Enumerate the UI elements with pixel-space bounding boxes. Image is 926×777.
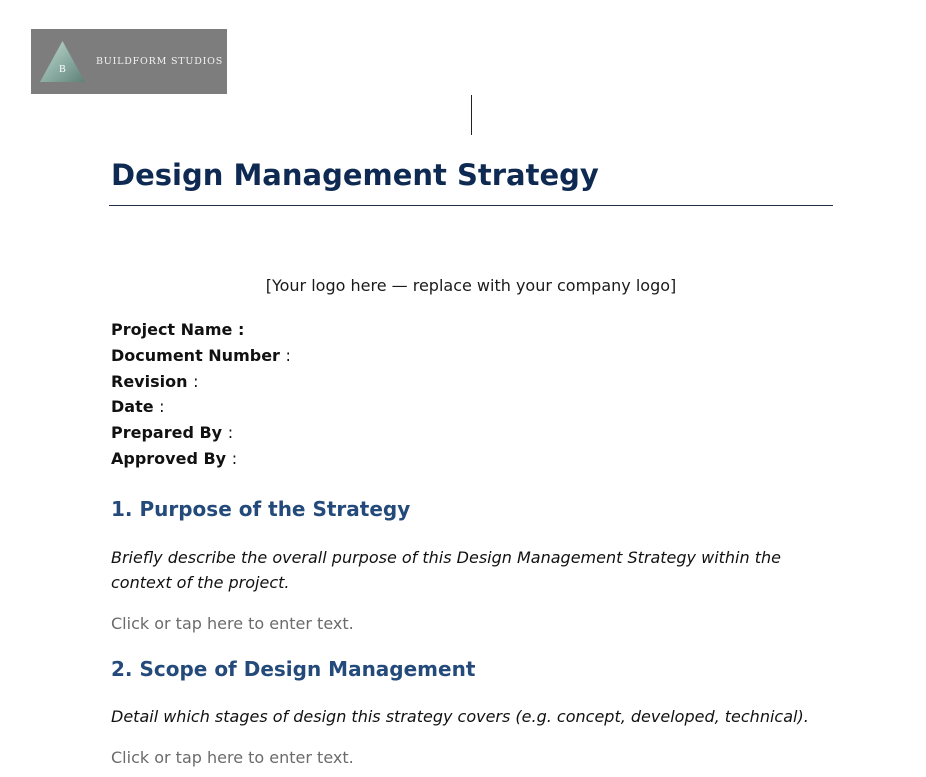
section-description-scope: Detail which stages of design this strategy covers (e.g. concept, developed, technical).: [111, 707, 809, 726]
meta-colon: :: [285, 345, 291, 365]
document-title: Design Management Strategy: [111, 158, 599, 192]
section-description-purpose: Briefly describe the overall purpose of this Design Management Strategy within the context of the project.: [111, 548, 781, 592]
meta-colon: :: [159, 397, 165, 417]
meta-label: Project Name: [111, 320, 233, 339]
section-heading-scope: 2. Scope of Design Management: [111, 657, 476, 681]
content-control-scope[interactable]: Click or tap here to enter text.: [111, 748, 354, 767]
meta-field-approved-by[interactable]: [111, 448, 291, 474]
meta-field-prepared-by[interactable]: [111, 422, 291, 448]
meta-label: Date: [111, 397, 154, 417]
meta-colon: :: [193, 371, 199, 391]
meta-field-document-number[interactable]: [111, 345, 291, 371]
meta-field-revision[interactable]: [111, 371, 291, 397]
meta-field-project-name[interactable]: [111, 319, 291, 345]
meta-label: Prepared By: [111, 423, 223, 443]
content-control-purpose[interactable]: Click or tap here to enter text.: [111, 614, 354, 633]
meta-colon: :: [231, 448, 238, 468]
document-meta-list: [111, 319, 291, 474]
triangle-logo-icon: [38, 39, 87, 84]
brand-name: BUILDFORM STUDIOS: [96, 56, 224, 67]
company-logo: [31, 29, 227, 94]
section-heading-purpose: 1. Purpose of the Strategy: [111, 497, 411, 521]
meta-label: Revision: [111, 371, 188, 391]
text-cursor: [471, 95, 472, 135]
meta-colon: :: [237, 320, 245, 339]
title-divider: [109, 205, 833, 206]
meta-colon: :: [227, 423, 234, 443]
meta-label: Document Number: [111, 345, 280, 365]
meta-field-date[interactable]: [111, 396, 291, 422]
logo-placeholder-text[interactable]: [Your logo here — replace with your company logo]: [265, 276, 677, 295]
logo-initial: B: [59, 64, 66, 75]
meta-label: Approved By: [111, 448, 227, 468]
